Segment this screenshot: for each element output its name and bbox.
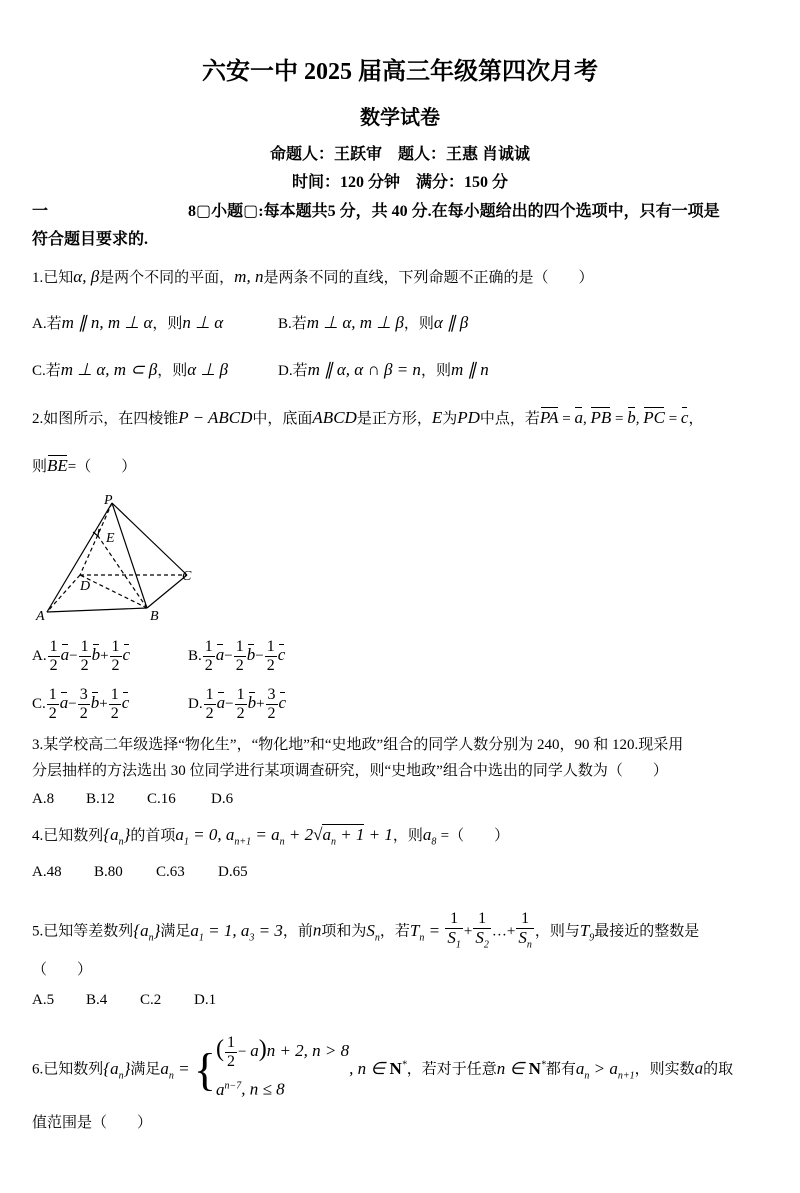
operator: − (225, 695, 234, 712)
vector: PA (539, 408, 559, 427)
fraction (203, 638, 215, 675)
vertex-label-b: B (150, 609, 159, 624)
text: ，则 (403, 316, 434, 332)
numerator: 1 (110, 686, 119, 703)
vertex-label-a: A (36, 609, 45, 624)
denominator: 2 (49, 657, 58, 674)
edge-pc (112, 503, 187, 575)
point-label-e: E (106, 531, 115, 546)
numerator: 1 (204, 638, 213, 655)
math: $\{a_n\}$ (103, 1058, 131, 1082)
numerator: 1 (80, 638, 89, 655)
denominator: 2 (79, 705, 88, 722)
option-d: D.1 (194, 992, 217, 1008)
numerator: 1 (235, 638, 244, 655)
option-label: C. (32, 695, 46, 712)
option-b: B.80 (94, 864, 123, 880)
math: a (694, 1058, 704, 1078)
option-d: D.6 (211, 791, 234, 807)
text: 1.已知 (32, 270, 74, 286)
fraction (109, 686, 121, 723)
math: $a_8$ (422, 825, 437, 848)
numerator: 1 (48, 686, 57, 703)
text: ，前 (282, 923, 313, 940)
option-c: C.16 (147, 791, 176, 807)
option-label: C.若 (32, 363, 61, 379)
question-1-stem (32, 267, 593, 288)
exam-subtitle: 数学试卷 (360, 107, 440, 129)
exam-authors: 命题人：王跃审 题人：王惠 肖诚诚 (269, 146, 530, 163)
math: PD (457, 408, 480, 427)
math: m ⊥ α, m ⊂ β (60, 360, 158, 379)
question-3-stem: 3.某学校高二年级选择“物化生”，“物化地”和“史地政”组合的同学人数分别为 240，90 和 120.现采用 (32, 737, 684, 753)
question-3-options (32, 789, 233, 809)
edge-pa (47, 503, 112, 612)
math: n ∈ N* (496, 1058, 546, 1078)
text: 5.已知等差数列 (32, 923, 134, 940)
option-b: B.4 (86, 992, 108, 1008)
text: 满足 (130, 1061, 161, 1078)
text: 中点，若 (479, 411, 540, 427)
denominator: 2 (205, 705, 214, 722)
vector: a (574, 408, 583, 427)
answer-blank: =（ ） (440, 828, 510, 844)
option-c: C.2 (140, 992, 162, 1008)
text: 的首项 (130, 828, 176, 844)
text: 则 (32, 459, 48, 475)
fraction (204, 686, 216, 723)
text: 是两个不同的平面， (99, 270, 235, 286)
question-2-stem: 2.如图所示，在四棱锥P − ABCD中，底面ABCD是正方形，E为PD中点，若PA = a, PB = b, PC = c， (32, 408, 704, 427)
math: $a_1 = 1$, $a_3 = 3$ (190, 920, 283, 944)
option-label: B.若 (278, 316, 307, 332)
denominator: 2 (80, 657, 89, 674)
math: ABCD (312, 408, 357, 427)
question-1-option-c (32, 360, 228, 381)
text: 是两条不同的直线，下列命题不正确的是（ ） (263, 270, 594, 286)
math: P − ABCD (178, 408, 253, 427)
operator: − (224, 647, 233, 664)
math: $T_9$ (579, 920, 595, 944)
fraction (47, 686, 59, 723)
vector: b (627, 408, 636, 427)
text: 为 (442, 411, 458, 427)
fraction (48, 638, 60, 675)
vertex-label-c: C (182, 569, 192, 584)
question-6-stem (32, 1030, 733, 1111)
numerator: 1 (236, 686, 245, 703)
vector: PB (590, 408, 612, 427)
question-2-option-b (188, 638, 285, 675)
fraction (234, 638, 246, 675)
question-5-stem: 5.已知等差数列$\{a_n\}$满足$a_1 = 1$, $a_3 = 3$，前n项和为$S_n$，若$T_n$ = $\frac{1}{S_1}$ + $\frac{1}{S_2}$ …+ $\frac{1}{S_n}$ ，则与$T_9$最接近的整数是 (32, 910, 699, 954)
operator: − (255, 647, 264, 664)
question-2-stem-line2 (32, 456, 136, 477)
option-label: B. (188, 647, 202, 664)
math: $a_n$ = (160, 1058, 194, 1082)
math: $T_n$ = (409, 920, 445, 944)
denominator: 2 (235, 657, 244, 674)
denominator: 2 (266, 657, 275, 674)
text: 的取 (703, 1061, 734, 1078)
option-label: D. (188, 695, 203, 712)
option-b: B.12 (86, 791, 115, 807)
vector: c (277, 644, 286, 664)
math: m ∥ α, α ∩ β = n (307, 360, 421, 379)
operator: + (256, 695, 265, 712)
math: n ⊥ α (182, 313, 224, 332)
pyramid-figure (0, 490, 220, 625)
vector: BE (47, 456, 68, 475)
question-2-option-a (32, 638, 130, 675)
edge-ab (47, 608, 147, 612)
vertex-label-d: D (80, 579, 91, 594)
math: $a_1 = 0$, $a_{n+1} = a_n + 2√a_n + 1 + 1$ (175, 825, 393, 848)
vector: c (122, 644, 131, 664)
case-2: , n ≤ 8 (241, 1080, 285, 1100)
text: 2.如图所示，在四棱锥 (32, 411, 179, 427)
exam-time-score: 时间：120 分钟 满分：150 分 (291, 174, 508, 191)
vector: b (247, 692, 257, 712)
text: 4.已知数列 (32, 828, 104, 844)
vector: a (60, 644, 70, 664)
fraction (265, 638, 277, 675)
question-1-option-a (32, 313, 223, 334)
section-number: 一 (32, 203, 49, 220)
fraction (235, 686, 247, 723)
fraction: $\frac{1}{S_1}$ (447, 910, 461, 951)
text: 项和为 (321, 923, 367, 940)
text: ，若对于任意 (406, 1061, 497, 1078)
section-instructions: 8▢小题▢:每本题共5 分，共 40 分.在每小题给出的四个选项中，只有一项是 (188, 203, 720, 220)
math: α, β (73, 267, 100, 286)
operator: + (99, 695, 108, 712)
option-label: A.若 (32, 316, 62, 332)
option-c: C.63 (156, 864, 185, 880)
question-5-blank: （ ） (32, 962, 93, 978)
text: ，若 (379, 923, 410, 940)
fraction (78, 686, 90, 723)
denominator: 2 (111, 657, 120, 674)
piecewise-cases: ( $\frac{1}{2}$ − a)n + 2, n > 8 $a^{n-7}$, n ≤ 8 (215, 1034, 350, 1100)
question-2-option-c (32, 686, 129, 723)
vector: a (59, 692, 69, 712)
option-a: A.5 (32, 992, 55, 1008)
option-label: D.若 (278, 363, 308, 379)
operator: − (68, 695, 77, 712)
text: ，则 (392, 828, 423, 844)
text: ，则实数 (634, 1061, 695, 1078)
math: $S_n$ (366, 920, 380, 944)
vector: b (90, 692, 100, 712)
text: 都有 (545, 1061, 576, 1078)
text: 是正方形， (356, 411, 432, 427)
vector: b (246, 644, 256, 664)
vector: a (215, 644, 225, 664)
vector: c (121, 692, 130, 712)
numerator: 1 (205, 686, 214, 703)
fraction (79, 638, 91, 675)
math: , n ∈ N* (349, 1058, 407, 1078)
question-6-stem-line2: 值范围是（ ） (32, 1115, 153, 1131)
question-4-options (32, 862, 248, 882)
math: $\{a_n\}$ (133, 920, 161, 944)
section-instructions-cont: 符合题目要求的. (32, 231, 149, 248)
operator: + (100, 647, 109, 664)
numerator: 3 (267, 686, 276, 703)
vector: c (680, 408, 689, 427)
operator: − (69, 647, 78, 664)
vertex-label-p: P (104, 493, 113, 508)
answer-blank: =（ ） (67, 459, 137, 475)
fraction: $\frac{1}{S_n}$ (518, 910, 532, 951)
option-d: D.65 (218, 864, 248, 880)
segment-be (98, 536, 147, 608)
question-1-option-d (278, 360, 489, 381)
math: n (312, 920, 322, 940)
vector: PC (643, 408, 665, 427)
text: ，则 (152, 316, 183, 332)
denominator: 2 (204, 657, 213, 674)
option-a: A.48 (32, 864, 62, 880)
exam-title: 六安一中 2025 届高三年级第四次月考 (202, 59, 598, 85)
denominator: 2 (48, 705, 57, 722)
math: E (431, 408, 443, 427)
denominator: 2 (236, 705, 245, 722)
math: m ∥ n (450, 360, 489, 379)
question-5-options (32, 990, 216, 1010)
text: 6.已知数列 (32, 1061, 104, 1078)
math: m, n (234, 267, 264, 286)
fraction (110, 638, 122, 675)
text: 满足 (160, 923, 191, 940)
fraction: $\frac{1}{S_2}$ (475, 910, 489, 951)
vector: b (91, 644, 101, 664)
brace: { (193, 1044, 216, 1096)
fraction (266, 686, 278, 723)
numerator: 1 (111, 638, 120, 655)
text: ，则与 (534, 923, 580, 940)
denominator: 2 (110, 705, 119, 722)
option-a: A.8 (32, 791, 55, 807)
question-2-option-d (188, 686, 286, 723)
vector: a (216, 692, 226, 712)
math: $a_n > a_{n+1}$ (575, 1058, 635, 1082)
numerator: 3 (79, 686, 88, 703)
numerator: 1 (266, 638, 275, 655)
edge-pb (112, 503, 147, 608)
text: ，则 (420, 363, 451, 379)
text: 中，底面 (252, 411, 313, 427)
text: ，则 (157, 363, 188, 379)
denominator: 2 (267, 705, 276, 722)
case-1: n + 2, n > 8 (266, 1041, 350, 1061)
vector: c (278, 692, 287, 712)
math: α ⊥ β (187, 360, 228, 379)
edge-da (47, 575, 80, 612)
question-3-stem-line2: 分层抽样的方法选出 30 位同学进行某项调查研究，则“史地政”组合中选出的同学人数为（ ） (32, 763, 668, 779)
math: α ∥ β (433, 313, 469, 332)
math: $\{a_n\}$ (103, 825, 131, 848)
question-1-option-b (278, 313, 468, 334)
option-label: A. (32, 647, 47, 664)
question-4-stem (32, 825, 509, 852)
numerator: 1 (49, 638, 58, 655)
math: m ⊥ α, m ⊥ β (306, 313, 404, 332)
edge-bc (147, 575, 187, 608)
text: 最接近的整数是 (594, 923, 700, 940)
math: m ∥ n, m ⊥ α (61, 313, 153, 332)
